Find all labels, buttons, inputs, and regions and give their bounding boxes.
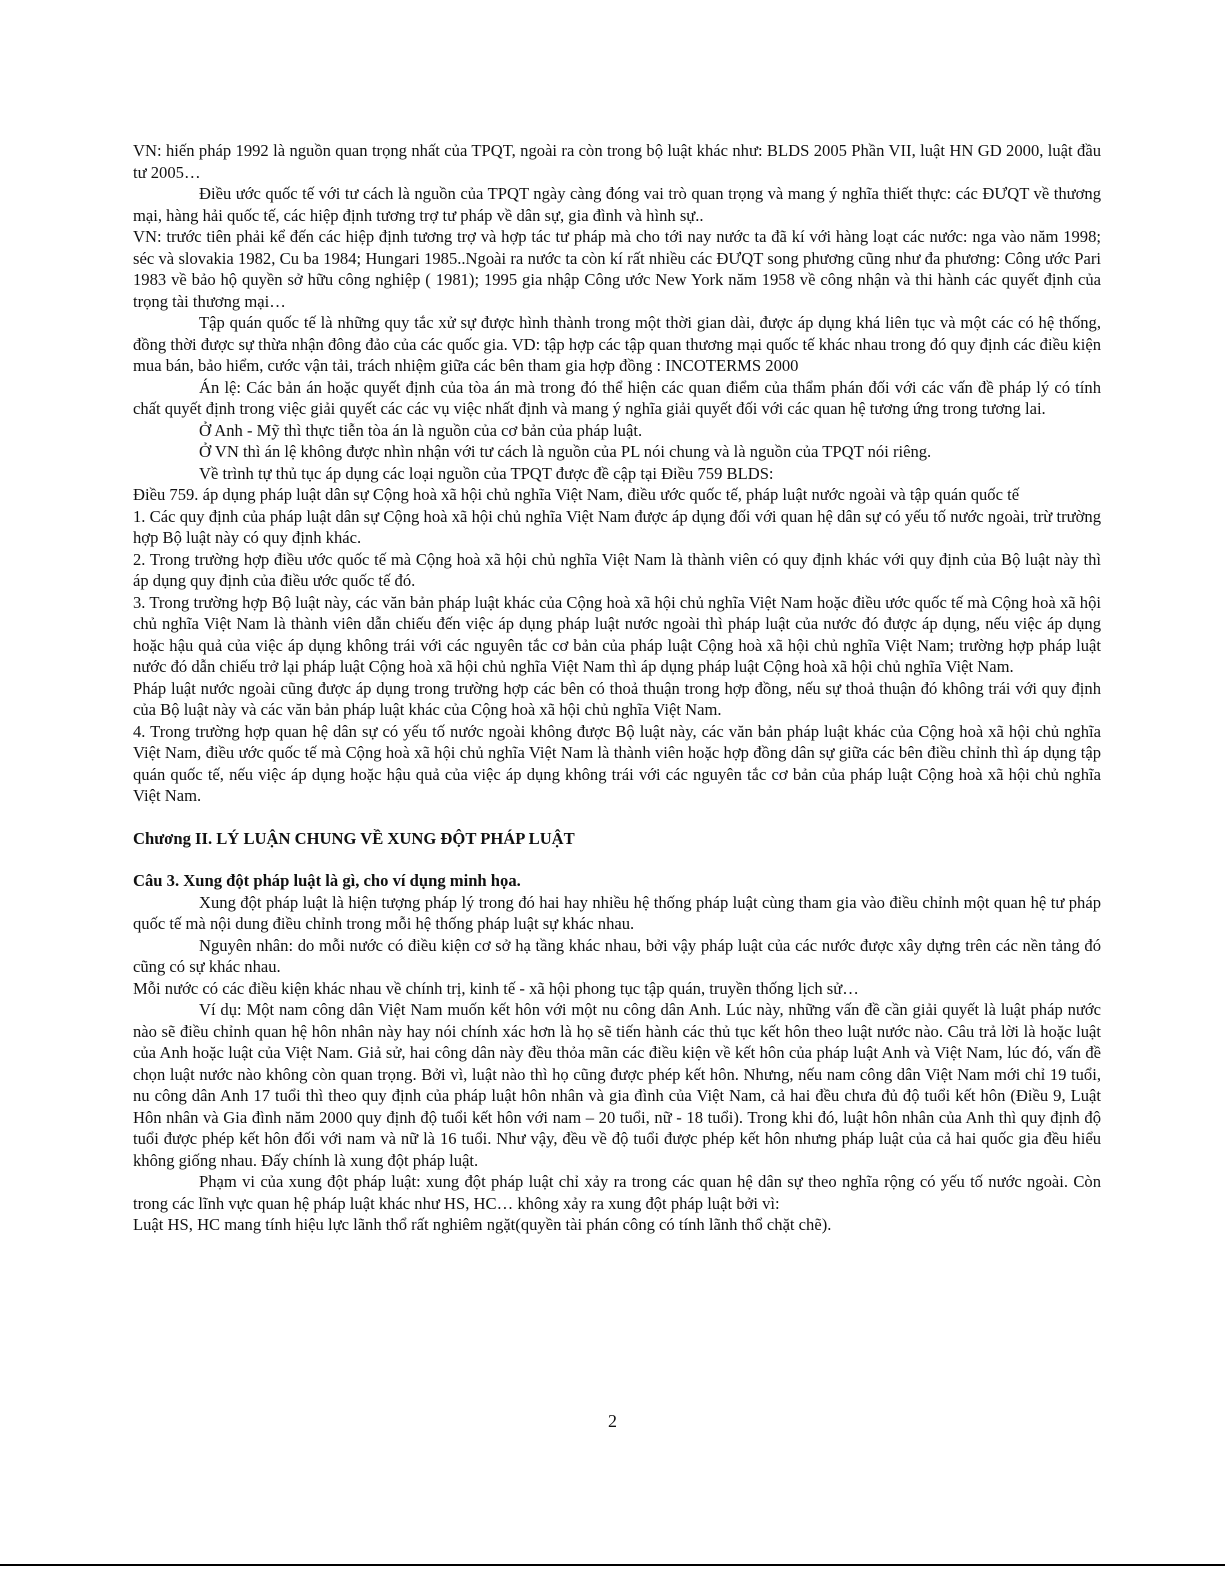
paragraph: Ở Anh - Mỹ thì thực tiễn tòa án là nguồn của cơ bản của pháp luật.: [199, 420, 643, 440]
page-number: 2: [608, 1411, 617, 1431]
paragraph: 4. Trong trường hợp quan hệ dân sự có yếu tố nước ngoài không được Bộ luật này, các văn bản pháp luật khác của Cộng hoà xã hội chủ nghĩa Việt Nam, điều ước quốc tế mà Cộng hoà xã hội chủ nghĩa Việt Nam là thành viên hoặc hợp đồng dân sự giữa các bên điều chỉnh thì áp dụng tập quán quốc tế, nếu việc áp dụng hoặc hậu quả của việc áp dụng không trái với các nguyên tắc cơ bản của pháp luật Cộng hoà xã hội chủ nghĩa Việt Nam.: [133, 721, 1101, 805]
bottom-border-line: [0, 1564, 1225, 1566]
paragraph: Về trình tự thủ tục áp dụng các loại nguồn của TPQT được đề cập tại Điều 759 BLDS:: [199, 463, 774, 483]
paragraph: Ở VN thì án lệ không được nhìn nhận với tư cách là nguồn của PL nói chung và là nguồn của TPQT nói riêng.: [199, 442, 932, 461]
paragraph: VN: hiến pháp 1992 là nguồn quan trọng nhất của TPQT, ngoài ra còn trong bộ luật khác như: BLDS 2005 Phần VII, luật HN GD 2000, luật đầu tư 2005…: [133, 141, 1101, 182]
document-body: [133, 140, 1101, 1236]
paragraph: Điều ước quốc tế với tư cách là nguồn của TPQT ngày càng đóng vai trò quan trọng và mang ý nghĩa thiết thực: các ĐƯQT về thương mại, hàng hải quốc tế, các hiệp định tương trợ tư pháp về dân sự, gia đình và hình sự..: [133, 184, 1101, 225]
question-heading: Câu 3. Xung đột pháp luật là gì, cho ví dụng minh họa.: [133, 871, 521, 890]
paragraph: Luật HS, HC mang tính hiệu lực lãnh thổ rất nghiêm ngặt(quyền tài phán công có tính lãnh thổ chặt chẽ).: [133, 1215, 832, 1234]
paragraph: Mỗi nước có các điều kiện khác nhau về chính trị, kinh tế - xã hội phong tục tập quán, truyền thống lịch sử…: [133, 978, 859, 998]
spacer: [133, 849, 1101, 870]
spacer: [133, 807, 1101, 828]
paragraph: 2. Trong trường hợp điều ước quốc tế mà Cộng hoà xã hội chủ nghĩa Việt Nam là thành viên có quy định khác với quy định của Bộ luật này thì áp dụng quy định của điều ước quốc tế đó.: [133, 549, 1101, 590]
paragraph: Nguyên nhân: do mỗi nước có điều kiện cơ sở hạ tầng khác nhau, bởi vậy pháp luật của các nước được xây dựng trên các nền tảng đó cũng có sự khác nhau.: [133, 935, 1101, 976]
paragraph: 3. Trong trường hợp Bộ luật này, các văn bản pháp luật khác của Cộng hoà xã hội chủ nghĩa Việt Nam hoặc điều ước quốc tế mà Cộng hoà xã hội chủ nghĩa Việt Nam là thành viên dẫn chiếu đến việc áp dụng pháp luật nước ngoài thì pháp luật của nước đó được áp dụng, nếu việc áp dụng hoặc hậu quả của việc áp dụng không trái với các nguyên tắc cơ bản của pháp luật Cộng hoà xã hội chủ nghĩa Việt Nam; trường hợp pháp luật nước đó dẫn chiếu trở lại pháp luật Cộng hoà xã hội chủ nghĩa Việt Nam thì áp dụng pháp luật Cộng hoà xã hội chủ nghĩa Việt Nam.: [133, 592, 1101, 676]
section-conflict-of-laws: [133, 892, 1101, 1236]
section-sources-of-law: [133, 140, 1101, 807]
paragraph: Điều 759. áp dụng pháp luật dân sự Cộng hoà xã hội chủ nghĩa Việt Nam, điều ước quốc tế, pháp luật nước ngoài và tập quán quốc tế: [133, 485, 1020, 504]
paragraph: Ví dụ: Một nam công dân Việt Nam muốn kết hôn với một nu công dân Anh. Lúc này, những vấn đề cần giải quyết là luật pháp nước nào sẽ điều chỉnh quan hệ hôn nhân này hay nói chính xác hơn là họ sẽ tiến hành các thủ tục kết hôn theo luật nước nào. Câu trả lời là hoặc luật của Anh hoặc luật của Việt Nam. Giả sử, hai công dân này đều thỏa mãn các điều kiện về kết hôn của pháp luật Anh và Việt Nam, lúc đó, vấn đề chọn luật nước nào không còn quan trọng. Bởi vì, luật nào thì họ cũng được phép kết hôn. Nhưng, nếu nam công dân Việt Nam mới chỉ 19 tuổi, nu công dân Anh 17 tuổi thì theo quy định của pháp luật hôn nhân và gia đình của Việt Nam, cả hai đều chưa đủ độ tuổi kết hôn (Điều 9, Luật Hôn nhân và Gia đình năm 2000 quy định độ tuổi kết hôn với nam – 20 tuổi, nữ - 18 tuổi). Trong khi đó, luật hôn nhân của Anh thì quy định độ tuổi được phép kết hôn đối với nam và nữ là 16 tuổi. Như vậy, đều về độ tuổi được phép kết hôn nhưng pháp luật của cả hai quốc gia đều hiểu không giống nhau. Đấy chính là xung đột pháp luật.: [133, 1000, 1101, 1170]
paragraph: 1. Các quy định của pháp luật dân sự Cộng hoà xã hội chủ nghĩa Việt Nam được áp dụng đối với quan hệ dân sự có yếu tố nước ngoài, trừ trường hợp Bộ luật này có quy định khác.: [133, 506, 1101, 547]
paragraph: Pháp luật nước ngoài cũng được áp dụng trong trường hợp các bên có thoả thuận trong hợp đồng, nếu sự thoả thuận đó không trái với quy định của Bộ luật này và các văn bản pháp luật khác của Cộng hoà xã hội chủ nghĩa Việt Nam.: [133, 678, 1101, 719]
chapter-heading: Chương II. LÝ LUẬN CHUNG VỀ XUNG ĐỘT PHÁP LUẬT: [133, 828, 575, 848]
paragraph: Tập quán quốc tế là những quy tắc xử sự được hình thành trong một thời gian dài, được áp dụng khá liên tục và một các có hệ thống, đồng thời được sự thừa nhận đông đảo của các quốc gia. VD: tập hợp các tập quan thương mại quốc tế khác nhau trong đó quy định các điều kiện mua bán, bảo hiểm, cước vận tải, trách nhiệm giữa các bên tham gia hợp đồng : INCOTERMS 2000: [133, 313, 1101, 375]
paragraph: Xung đột pháp luật là hiện tượng pháp lý trong đó hai hay nhiều hệ thống pháp luật cùng tham gia vào điều chỉnh một quan hệ tư pháp quốc tế mà nội dung điều chỉnh trong mỗi hệ thống pháp luật sự khác nhau.: [133, 892, 1101, 933]
paragraph: VN: trước tiên phải kể đến các hiệp định tương trợ và hợp tác tư pháp mà cho tới nay nước ta đã kí với hàng loạt các nước: nga vào năm 1998; séc và slovakia 1982, Cu ba 1984; Hungari 1985..Ngoài ra nước ta còn kí rất nhiều các ĐƯQT song phương cũng như đa phương: Công ước Pari 1983 về bảo hộ quyền sở hữu công nghiệp ( 1981); 1995 gia nhập Công ước New York năm 1958 về công nhận và thi hành các quyết định của trọng tài thương mại…: [133, 227, 1101, 311]
paragraph: Án lệ: Các bản án hoặc quyết định của tòa án mà trong đó thể hiện các quan điểm của thẩm phán đối với các vấn đề pháp lý có tính chất quyết định trong việc giải quyết các các vụ việc nhất định và mang ý nghĩa giải quyết đối với các quan hệ tương ứng trong tương lai.: [133, 377, 1101, 418]
paragraph: Phạm vi của xung đột pháp luật: xung đột pháp luật chỉ xảy ra trong các quan hệ dân sự theo nghĩa rộng có yếu tố nước ngoài. Còn trong các lĩnh vực quan hệ pháp luật khác như HS, HC… không xảy ra xung đột pháp luật bởi vì:: [133, 1172, 1101, 1213]
